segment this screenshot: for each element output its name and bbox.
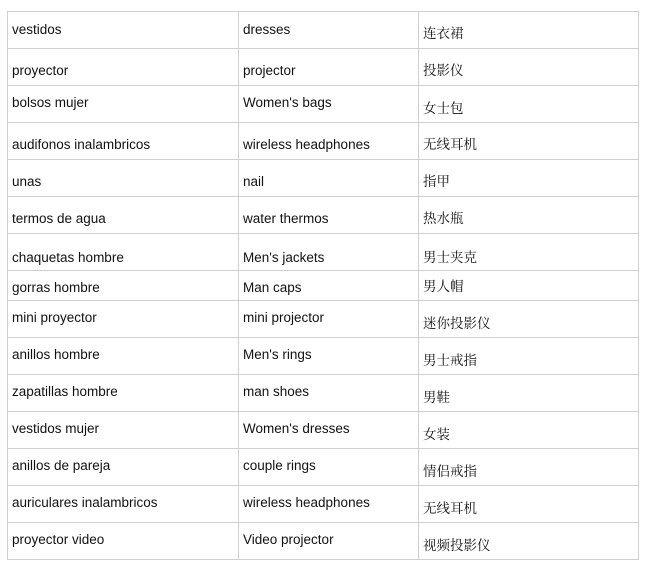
- english-term-cell: Men's rings: [239, 338, 419, 375]
- spanish-term-cell: vestidos: [8, 12, 239, 49]
- english-term-cell: man shoes: [239, 375, 419, 412]
- table-row: [8, 123, 639, 160]
- english-term-cell: couple rings: [239, 449, 419, 486]
- translation-table-body: [8, 12, 639, 560]
- spanish-term-cell: unas: [8, 160, 239, 197]
- english-term-cell: Men's jackets: [239, 234, 419, 271]
- table-row: [8, 49, 639, 86]
- chinese-term-cell: 男士戒指: [419, 338, 639, 375]
- english-term-cell: wireless headphones: [239, 486, 419, 523]
- spanish-term-cell: chaquetas hombre: [8, 234, 239, 271]
- chinese-term-cell: 男人帽: [419, 271, 639, 301]
- english-term-cell: nail: [239, 160, 419, 197]
- chinese-term-cell: 男士夹克: [419, 234, 639, 271]
- spanish-term-cell: vestidos mujer: [8, 412, 239, 449]
- english-term-cell: Video projector: [239, 523, 419, 560]
- spanish-term-cell: gorras hombre: [8, 271, 239, 301]
- table-row: [8, 86, 639, 123]
- chinese-term-cell: 热水瓶: [419, 197, 639, 234]
- english-term-cell: Women's dresses: [239, 412, 419, 449]
- english-term-cell: dresses: [239, 12, 419, 49]
- table-row: [8, 234, 639, 271]
- english-term-cell: wireless headphones: [239, 123, 419, 160]
- spanish-term-cell: audifonos inalambricos: [8, 123, 239, 160]
- chinese-term-cell: 男鞋: [419, 375, 639, 412]
- table-row: [8, 523, 639, 560]
- table-row: [8, 12, 639, 49]
- table-row: [8, 449, 639, 486]
- table-row: [8, 160, 639, 197]
- table-row: [8, 486, 639, 523]
- table-row: [8, 375, 639, 412]
- spanish-term-cell: zapatillas hombre: [8, 375, 239, 412]
- chinese-term-cell: 视频投影仪: [419, 523, 639, 560]
- english-term-cell: water thermos: [239, 197, 419, 234]
- chinese-term-cell: 迷你投影仪: [419, 301, 639, 338]
- chinese-term-cell: 无线耳机: [419, 123, 639, 160]
- chinese-term-cell: 连衣裙: [419, 12, 639, 49]
- spanish-term-cell: anillos de pareja: [8, 449, 239, 486]
- table-row: [8, 412, 639, 449]
- spanish-term-cell: bolsos mujer: [8, 86, 239, 123]
- chinese-term-cell: 情侣戒指: [419, 449, 639, 486]
- table-row: [8, 197, 639, 234]
- table-row: [8, 271, 639, 301]
- english-term-cell: mini projector: [239, 301, 419, 338]
- chinese-term-cell: 无线耳机: [419, 486, 639, 523]
- spanish-term-cell: anillos hombre: [8, 338, 239, 375]
- chinese-term-cell: 投影仪: [419, 49, 639, 86]
- spanish-term-cell: mini proyector: [8, 301, 239, 338]
- chinese-term-cell: 女士包: [419, 86, 639, 123]
- spanish-term-cell: proyector: [8, 49, 239, 86]
- spanish-term-cell: auriculares inalambricos: [8, 486, 239, 523]
- chinese-term-cell: 指甲: [419, 160, 639, 197]
- english-term-cell: projector: [239, 49, 419, 86]
- spanish-term-cell: proyector video: [8, 523, 239, 560]
- spanish-term-cell: termos de agua: [8, 197, 239, 234]
- chinese-term-cell: 女装: [419, 412, 639, 449]
- translation-table: [7, 11, 639, 560]
- english-term-cell: Man caps: [239, 271, 419, 301]
- table-row: [8, 338, 639, 375]
- english-term-cell: Women's bags: [239, 86, 419, 123]
- table-row: [8, 301, 639, 338]
